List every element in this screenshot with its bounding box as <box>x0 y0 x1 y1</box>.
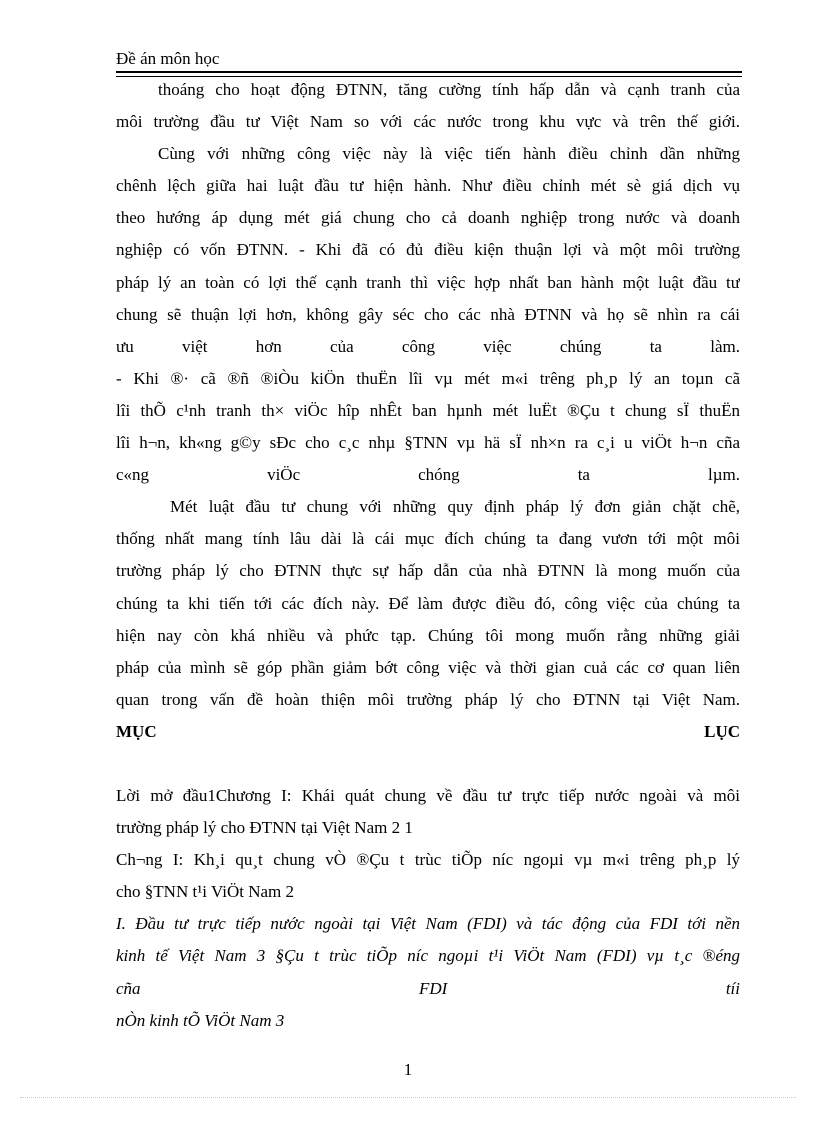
text-line: lîi thÕ c¹nh tranh th× viÖc hîp nhÊt ban hµnh mét luËt ®Çu t chung sÏ thuËn <box>116 400 740 420</box>
text-line: chung sẽ thuận lợi hơn, không gây séc cho các nhà ĐTNN và họ sẽ nhìn ra cái <box>116 304 740 324</box>
text-line: chúng ta khi tiến tới các đích này. Để làm được điều đó, công việc của chúng ta <box>116 593 740 613</box>
text-line: hiện nay còn khá nhiều và phức tạp. Chúng tôi mong muốn rằng những giải <box>116 625 740 645</box>
text-line <box>116 748 740 780</box>
text-line: trường pháp lý cho ĐTNN thực sự hấp dẫn của nhà ĐTNN là mong muốn của <box>116 561 740 581</box>
text-line: pháp của mình sẽ góp phần giảm bớt công việc và thời gian cuả các cơ quan liên <box>116 657 740 677</box>
document-body <box>116 74 740 1037</box>
text-line: chênh lệch giữa hai luật đầu tư hiện hành. Như điều chỉnh mét sè giá dịch vụ <box>116 176 740 196</box>
header-rule-thick <box>116 71 742 73</box>
text-line: nÒn kinh tÕ ViÖt Nam 3 <box>116 1010 285 1030</box>
text-line: cña FDI tíi <box>116 978 740 998</box>
text-line: quan trong vấn đề hoàn thiện môi trường pháp lý cho ĐTNN tại Việt Nam. <box>116 689 740 709</box>
text-line: theo hướng áp dụng mét giá chung cho cả doanh nghiệp trong nước và doanh <box>116 208 740 228</box>
text-line: thoáng cho hoạt động ĐTNN, tăng cường tính hấp dẫn và cạnh tranh của <box>158 80 740 99</box>
text-line: Mét luật đầu tư chung với những quy định pháp lý đơn giản chặt chẽ, <box>170 497 740 517</box>
text-line: môi trường đầu tư Việt Nam so với các nước trong khu vực và trên thế giới. <box>116 112 740 132</box>
text-line: nghiệp có vốn ĐTNN. - Khi đã có đủ điều kiện thuận lợi và một môi trường <box>116 240 740 260</box>
text-line: thống nhất mang tính lâu dài là cái mục đích chúng ta đang vươn tới một môi <box>116 529 740 549</box>
text-line: ưu việt hơn của công việc chúng ta làm. <box>116 336 740 356</box>
text-line: pháp lý an toàn có lợi thế cạnh tranh thì việc hợp nhất ban hành một luật đầu tư <box>116 272 740 292</box>
text-line: Lời mở đầu1Chương I: Khái quát chung về đầu tư trực tiếp nước ngoài và môi <box>116 785 740 805</box>
text-line: Ch¬ng I: Kh¸i qu¸t chung vÒ ®Çu t trùc tiÕp níc ngoµi vµ m«i trêng ph¸p lý <box>116 850 740 870</box>
document-header: Đề án môn học <box>116 49 220 68</box>
text-line: MỤC LỤC <box>116 721 740 741</box>
text-line: I. Đầu tư trực tiếp nước ngoài tại Việt Nam (FDI) và tác động của FDI tới nền <box>116 914 740 934</box>
text-line: kinh tế Việt Nam 3 §Çu t trùc tiÕp níc ngoµi t¹i ViÖt Nam (FDI) vµ t¸c ®éng <box>116 946 740 966</box>
text-line: c«ng viÖc chóng ta lµm. <box>116 465 740 485</box>
page-bottom-border <box>20 1097 796 1098</box>
page-number: 1 <box>403 1060 413 1079</box>
text-line: trường pháp lý cho ĐTNN tại Việt Nam 2 1 <box>116 818 413 838</box>
text-line: Cùng với những công việc này là việc tiến hành điều chỉnh dần những <box>158 144 740 164</box>
text-line: lîi h¬n, kh«ng g©y sÐc cho c¸c nhµ §TNN vµ hä sÏ nh×n ra c¸i u viÖt h¬n cña <box>116 433 740 453</box>
text-line: - Khi ®· cã ®ñ ®iÒu kiÖn thuËn lîi vµ mét m«i trêng ph¸p lý an toµn cã <box>116 368 740 388</box>
text-line: cho §TNN t¹i ViÖt Nam 2 <box>116 882 294 902</box>
